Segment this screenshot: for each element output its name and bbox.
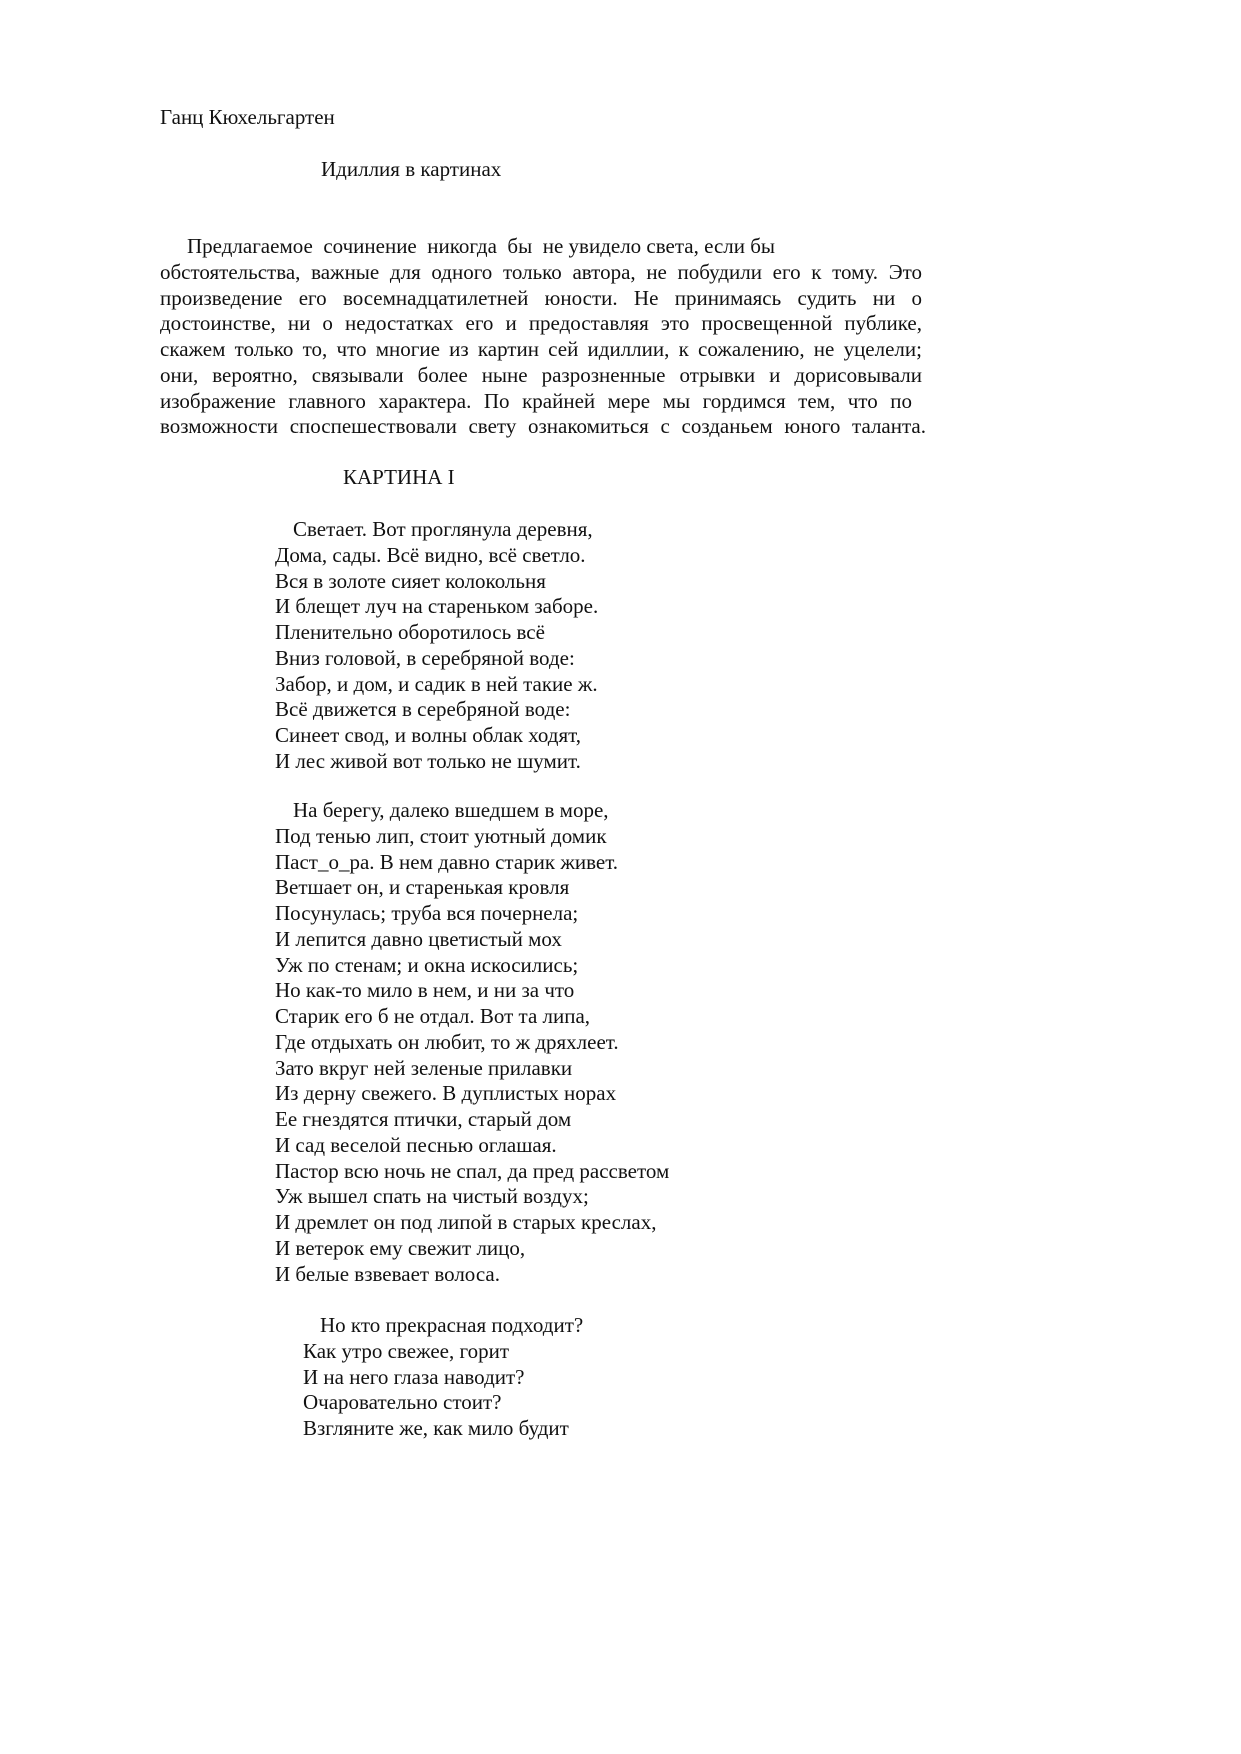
preface-line: произведение его восемнадцатилетней юности. Не принимаясь судить ни о — [160, 285, 922, 310]
poem-line: Вся в золоте сияет колокольня — [275, 568, 546, 593]
poem-line: И дремлет он под липой в старых креслах, — [275, 1210, 657, 1234]
preface-line: достоинстве, ни о недостатках его и предоставляя это просвещенной публике, — [160, 311, 922, 336]
poem-line: И сад веселой песнью оглашая. — [275, 1132, 557, 1157]
preface-line: они, вероятно, связывали более ныне разрозненные отрывки и дорисовывали — [160, 362, 922, 387]
poem-line: Дома, сады. Всё видно, всё светло. — [275, 542, 586, 567]
poem-line: Из дерну свежего. В дуплистых норах — [275, 1081, 617, 1106]
poem-line: Где отдыхать он любит, то ж дряхлеет. — [275, 1029, 619, 1054]
poem-stanza-1 — [275, 517, 598, 775]
document-title: Ганц Кюхельгартен — [160, 105, 335, 129]
poem-line: На берегу, далеко вшедшем в море, — [293, 798, 609, 822]
poem-line: Забор, и дом, и садик в ней такие ж. — [275, 671, 598, 696]
poem-line: Зато вкруг ней зеленые прилавки — [275, 1055, 573, 1080]
poem-line: Вниз головой, в серебряной воде: — [275, 645, 575, 670]
poem-line: Пастор всю ночь не спал, да пред рассветом — [275, 1158, 670, 1183]
preface-line: обстоятельства, важные для одного только автора, не побудили его к тому. Это — [160, 259, 922, 284]
poem-line: Пленительно оборотилось всё — [275, 620, 545, 644]
poem-line: Уж вышел спать на чистый воздух; — [275, 1184, 589, 1209]
poem-line: Паст_о_ра. В нем давно старик живет. — [275, 849, 619, 874]
preface-line: изображение главного характера. По крайней мере мы гордимся тем, что по — [160, 388, 912, 413]
poem-line: Но кто прекрасная подходит? — [320, 1313, 584, 1337]
poem-line: Старик его б не отдал. Вот та липа, — [275, 1004, 591, 1028]
poem-line: Как утро свежее, горит — [303, 1338, 510, 1363]
poem-line: Взгляните же, как мило будит — [303, 1416, 569, 1440]
poem-line: И ветерок ему свежит лицо, — [275, 1235, 526, 1260]
poem-stanza-2 — [275, 798, 669, 1287]
poem-line: Синеет свод, и волны облак ходят, — [275, 723, 581, 747]
poem-line: Уж по стенам; и окна искосились; — [275, 952, 579, 977]
preface-line: возможности споспешествовали свету ознакомиться с созданьем юного таланта. — [160, 414, 926, 439]
preface-line: Предлагаемое сочинение никогда бы не увидело света, если бы — [187, 234, 776, 258]
poem-stanza-3 — [303, 1313, 583, 1442]
poem-line: Под тенью лип, стоит уютный домик — [275, 823, 607, 848]
poem-line: Но как-то мило в нем, и ни за что — [275, 978, 575, 1003]
poem-line: Очаровательно стоит? — [303, 1390, 502, 1415]
preface-line: скажем только то, что многие из картин сей идиллии, к сожалению, не уцелели; — [160, 337, 922, 361]
poem-line: Светает. Вот проглянула деревня, — [293, 517, 593, 541]
preface-paragraph — [160, 234, 926, 440]
chapter-heading: КАРТИНА I — [343, 465, 455, 489]
poem-line: Ее гнездятся птички, старый дом — [275, 1107, 572, 1131]
poem-line: Посунулась; труба вся почернела; — [275, 901, 579, 925]
poem-line: И белые взвевает волоса. — [275, 1261, 500, 1286]
poem-line: Ветшает он, и старенькая кровля — [275, 875, 570, 900]
poem-line: И лес живой вот только не шумит. — [275, 748, 581, 773]
document-subtitle: Идиллия в картинах — [321, 157, 502, 181]
poem-line: И лепится давно цветистый мох — [275, 926, 562, 951]
poem-line: Всё движется в серебряной воде: — [275, 697, 571, 722]
poem-line: И блещет луч на стареньком заборе. — [275, 594, 599, 619]
poem-line: И на него глаза наводит? — [303, 1364, 525, 1389]
